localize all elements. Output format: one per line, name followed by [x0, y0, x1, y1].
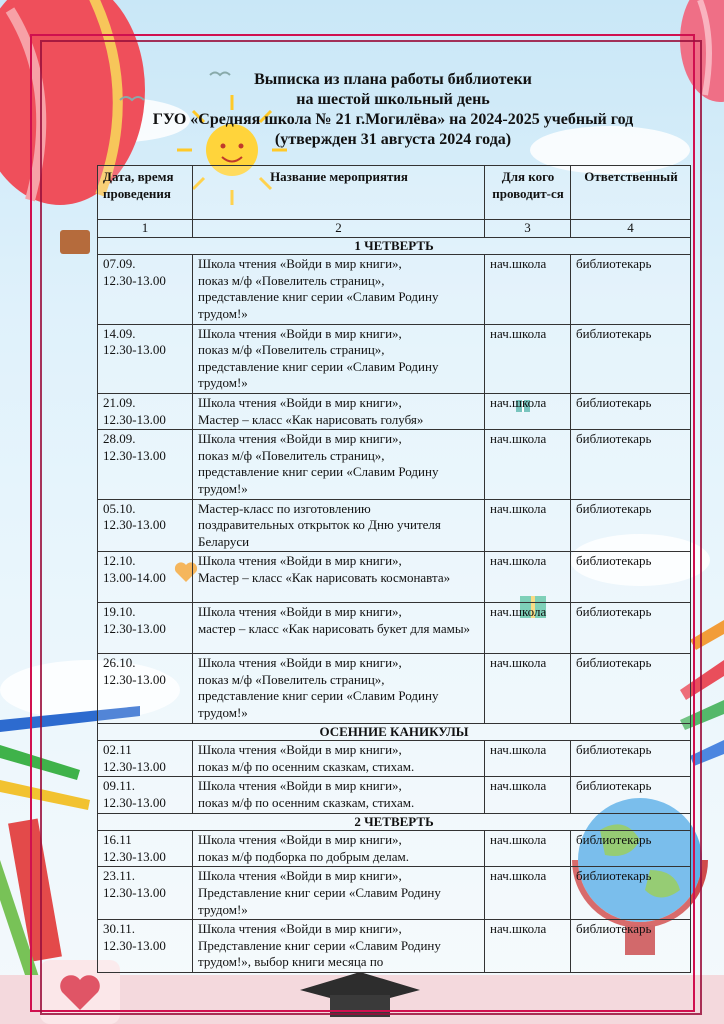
- event-date: 02.11: [103, 742, 132, 758]
- section-row: [98, 813, 691, 831]
- event-date: 19.10.: [103, 604, 136, 620]
- title-line: на шестой школьный день: [296, 91, 490, 108]
- cell-audience: нач.школа: [485, 255, 571, 324]
- cell-responsible: библиотекарь: [571, 867, 691, 920]
- cell-audience: нач.школа: [485, 603, 571, 654]
- cell-responsible: библиотекарь: [571, 831, 691, 867]
- cell-date-time: [98, 603, 193, 654]
- cell-event-name: Школа чтения «Войди в мир книги», Мастер – класс «Как нарисовать космонавта»: [193, 552, 485, 603]
- event-time: 12.30-13.00: [103, 411, 166, 427]
- cell-responsible: библиотекарь: [571, 777, 691, 813]
- column-number: 2: [193, 220, 485, 238]
- cell-audience: нач.школа: [485, 920, 571, 973]
- event-time: 12.30-13.00: [103, 342, 166, 358]
- cell-responsible: библиотекарь: [571, 654, 691, 723]
- cell-event-name: Мастер-класс по изготовлению поздравительных открыток ко Дню учителя Беларуси: [193, 499, 485, 552]
- cell-responsible: библиотекарь: [571, 393, 691, 429]
- column-numbers-row: [98, 220, 691, 238]
- event-date: 26.10.: [103, 655, 136, 671]
- cell-responsible: библиотекарь: [571, 603, 691, 654]
- cell-audience: нач.школа: [485, 552, 571, 603]
- table-header-row: [98, 166, 691, 220]
- table-row: [98, 654, 691, 723]
- cell-responsible: библиотекарь: [571, 920, 691, 973]
- cell-responsible: библиотекарь: [571, 255, 691, 324]
- cell-event-name: Школа чтения «Войди в мир книги», показ м/ф подборка по добрым делам.: [193, 831, 485, 867]
- title-line: (утвержден 31 августа 2024 года): [274, 131, 512, 148]
- header-date: Дата, время проведения: [98, 166, 193, 220]
- cell-event-name: Школа чтения «Войди в мир книги», Мастер – класс «Как нарисовать голубя»: [193, 393, 485, 429]
- event-date: 30.11.: [103, 921, 136, 937]
- table-row: [98, 324, 691, 393]
- cell-audience: нач.школа: [485, 499, 571, 552]
- event-date: 23.11.: [103, 868, 136, 884]
- cell-date-time: [98, 867, 193, 920]
- cell-event-name: Школа чтения «Войди в мир книги», показ м/ф «Повелитель страниц», представление книг серии «Славим Родину трудом!»: [193, 255, 485, 324]
- table-row: [98, 920, 691, 973]
- table-row: [98, 831, 691, 867]
- event-time: 12.30-13.00: [103, 517, 166, 533]
- table-row: [98, 777, 691, 813]
- event-time: 12.30-13.00: [103, 620, 166, 636]
- cell-responsible: библиотекарь: [571, 499, 691, 552]
- section-title: 2 ЧЕТВЕРТЬ: [98, 813, 691, 831]
- section-row: [98, 237, 691, 255]
- event-date: 05.10.: [103, 500, 136, 516]
- table-row: [98, 499, 691, 552]
- cell-event-name: Школа чтения «Войди в мир книги», показ м/ф «Повелитель страниц», представление книг серии «Славим Родину трудом!»: [193, 430, 485, 499]
- cell-event-name: Школа чтения «Войди в мир книги», показ м/ф по осенним сказкам, стихам.: [193, 741, 485, 777]
- cell-responsible: библиотекарь: [571, 430, 691, 499]
- cell-date-time: [98, 920, 193, 973]
- section-title: ОСЕННИЕ КАНИКУЛЫ: [98, 723, 691, 741]
- table-row: [98, 255, 691, 324]
- header-name: Название мероприятия: [193, 166, 485, 220]
- title-line: Выписка из плана работы библиотеки: [254, 71, 532, 88]
- event-time: 12.30-13.00: [103, 758, 166, 774]
- column-number: 4: [571, 220, 691, 238]
- cell-date-time: [98, 255, 193, 324]
- event-date: 16.11: [103, 832, 132, 848]
- table-row: [98, 393, 691, 429]
- cell-audience: нач.школа: [485, 741, 571, 777]
- event-time: 12.30-13.00: [103, 671, 166, 687]
- cell-audience: нач.школа: [485, 430, 571, 499]
- table-row: [98, 552, 691, 603]
- cell-responsible: библиотекарь: [571, 741, 691, 777]
- section-title: 1 ЧЕТВЕРТЬ: [98, 237, 691, 255]
- cell-audience: нач.школа: [485, 831, 571, 867]
- cell-responsible: библиотекарь: [571, 552, 691, 603]
- title-line: ГУО «Средняя школа № 21 г.Могилёва» на 2024-2025 учебный год: [152, 111, 634, 128]
- event-date: 07.09.: [103, 256, 136, 272]
- cell-audience: нач.школа: [485, 324, 571, 393]
- cell-event-name: Школа чтения «Войди в мир книги», показ м/ф «Повелитель страниц», представление книг серии «Славим Родину трудом!»: [193, 654, 485, 723]
- cell-audience: нач.школа: [485, 777, 571, 813]
- event-date: 21.09.: [103, 394, 136, 410]
- cell-date-time: [98, 654, 193, 723]
- library-plan-table: [97, 165, 691, 973]
- event-date: 28.09.: [103, 431, 136, 447]
- cell-event-name: Школа чтения «Войди в мир книги», показ м/ф «Повелитель страниц», представление книг серии «Славим Родину трудом!»: [193, 324, 485, 393]
- cell-date-time: [98, 831, 193, 867]
- cell-date-time: [98, 741, 193, 777]
- cell-audience: нач.школа: [485, 654, 571, 723]
- column-number: 3: [485, 220, 571, 238]
- cell-responsible: библиотекарь: [571, 324, 691, 393]
- event-date: 12.10.: [103, 553, 136, 569]
- table-row: [98, 603, 691, 654]
- event-time: 12.30-13.00: [103, 447, 166, 463]
- cell-date-time: [98, 393, 193, 429]
- event-time: 13.00-14.00: [103, 569, 166, 585]
- column-number: 1: [98, 220, 193, 238]
- table-row: [98, 741, 691, 777]
- event-date: 09.11.: [103, 778, 136, 794]
- document-title: [97, 70, 689, 150]
- event-time: 12.30-13.00: [103, 885, 166, 900]
- table-row: [98, 430, 691, 499]
- cell-audience: нач.школа: [485, 393, 571, 429]
- header-responsible: Ответственный: [571, 166, 691, 220]
- event-time: 12.30-13.00: [103, 937, 166, 953]
- cell-event-name: Школа чтения «Войди в мир книги», показ м/ф по осенним сказкам, стихам.: [193, 777, 485, 813]
- table-row: [98, 867, 691, 920]
- event-time: 12.30-13.00: [103, 795, 166, 811]
- cell-date-time: [98, 552, 193, 603]
- cell-date-time: [98, 324, 193, 393]
- event-time: 12.30-13.00: [103, 272, 166, 288]
- header-for: Для кого проводит-ся: [485, 166, 571, 220]
- cell-audience: нач.школа: [485, 867, 571, 920]
- cell-event-name: Школа чтения «Войди в мир книги», Представление книг серии «Славим Родину трудом!»: [193, 867, 485, 920]
- section-row: [98, 723, 691, 741]
- event-time: 12.30-13.00: [103, 848, 166, 864]
- cell-date-time: [98, 430, 193, 499]
- cell-event-name: Школа чтения «Войди в мир книги», мастер – класс «Как нарисовать букет для мамы»: [193, 603, 485, 654]
- cell-event-name: Школа чтения «Войди в мир книги», Представление книг серии «Славим Родину трудом!», выбор книги месяца по: [193, 920, 485, 973]
- event-date: 14.09.: [103, 325, 136, 341]
- cell-date-time: [98, 499, 193, 552]
- cell-date-time: [98, 777, 193, 813]
